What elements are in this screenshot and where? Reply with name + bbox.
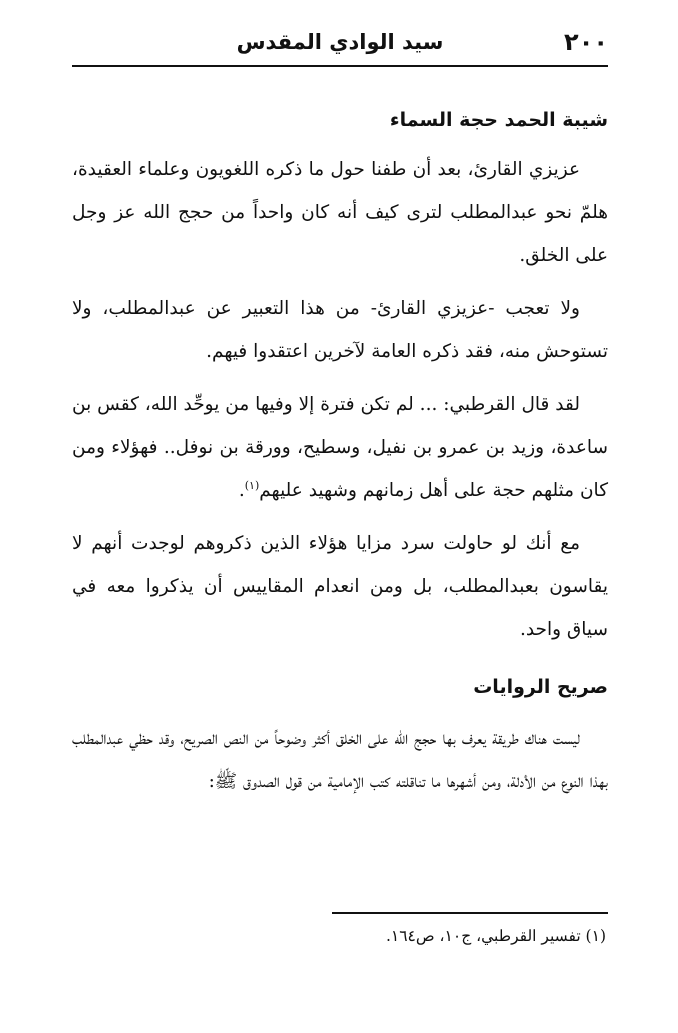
paragraph: مع أنك لو حاولت سرد مزايا هؤلاء الذين ذكروهم لوجدت أنهم لا يقاسون بعبدالمطلب، بل ومن انعدام المقاييس أن يذكروا معه في سياق واحد. [72,533,608,640]
section-heading-shaybat-al-hamd: شيبة الحمد حجة السماء [389,109,608,131]
page-number: ٢٠٠ [564,28,608,56]
page-body [72,100,608,803]
paragraph: ليست هناك طريقة يعرف بها حجج الله على الخلق أكثر وضوحاً من النص الصريح، وقد حظي عبدالمطلب بهذا النوع من الأدلة، ومن أشهرها ما تناقلته كتب الإمامية من قول الصدوق ﷺ: [72,728,608,792]
paragraph: عزيزي القارئ، بعد أن طفنا حول ما ذكره اللغويون وعلماء العقيدة، هلمّ نحو عبدالمطلب لترى كيف أنه كان واحداً من حجج الله عز وجل على الخلق. [72,159,608,266]
paragraph: ولا تعجب -عزيزي القارئ- من هذا التعبير عن عبدالمطلب، ولا تستوحش منه، فقد ذكره العامة لآخرين اعتقدوا فيهم. [72,298,608,362]
quote-end: . [238,480,245,501]
footnote: (١) تفسير القرطبي، ج١٠، ص١٦٤. [385,927,606,945]
footnote-reference[interactable]: (١) [244,478,260,492]
header-divider [72,65,608,67]
footnote-divider [332,912,608,914]
book-title: سيد الوادي المقدس [236,30,444,54]
section-heading-sarih-al-riwayat: صريح الروايات [473,676,608,698]
running-header [72,28,608,62]
quote-text: لقد قال القرطبي: ... لم تكن فترة إلا وفيها من يوحِّد الله، كقس بن ساعدة، وزيد بن عمرو بن نفيل، وسطيح، وورقة بن نوفل.. فهؤلاء ومن كان مثلهم حجة على أهل زمانهم وشهيد عليهم [72,394,608,501]
paragraph-with-footnote [72,383,608,512]
